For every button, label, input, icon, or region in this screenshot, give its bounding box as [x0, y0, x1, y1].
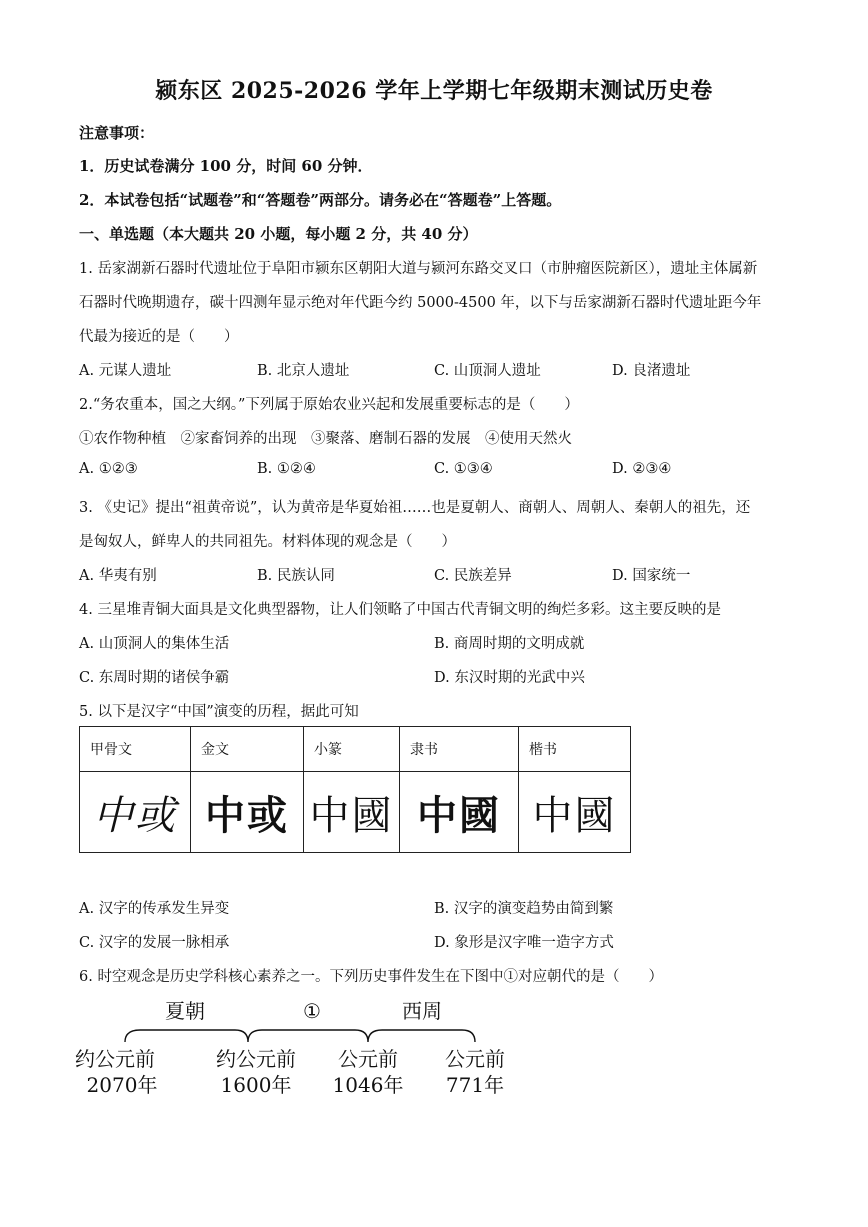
q5-option-c: C. 汉字的发展一脉相承: [79, 935, 230, 951]
q3-option-a: A. 华夷有别: [79, 568, 157, 584]
header-bronze: 金文: [191, 727, 304, 772]
header-regular: 楷书: [519, 727, 631, 772]
q5-option-b: B. 汉字的演变趋势由简到繁: [434, 901, 614, 917]
glyph-clerical: 中國: [400, 772, 519, 853]
q2-text-1: 2.“务农重本，国之大纲。”下列属于原始农业兴起和发展重要标志的是（ ）: [79, 397, 579, 413]
q2-option-d: D. ②③④: [612, 461, 672, 477]
timeline-brackets: [125, 1030, 475, 1042]
glyph-bronze: 中或: [191, 772, 304, 853]
script-evolution-table: [79, 726, 631, 853]
q3-text-2: 是匈奴人，鲜卑人的共同祖先。材料体现的观念是（ ）: [79, 534, 456, 550]
timeline-date-1-top: 约公元前: [75, 1047, 155, 1071]
q2-option-c: C. ①③④: [434, 461, 493, 477]
timeline-label-xia: 夏朝: [165, 999, 205, 1023]
q3-option-b: B. 民族认同: [257, 568, 335, 584]
q1-option-b: B. 北京人遗址: [257, 363, 350, 379]
exam-title: 颍东区 2025-2026 学年上学期七年级期末测试历史卷: [155, 78, 713, 104]
section-heading: 一、单选题（本大题共 20 小题，每小题 2 分，共 40 分）: [79, 225, 478, 243]
q2-option-a: A. ①②③: [79, 461, 138, 477]
timeline-date-2-bottom: 1600年: [220, 1073, 292, 1097]
timeline-date-1-bottom: 2070年: [86, 1073, 158, 1097]
q1-text-3: 代最为接近的是（ ）: [79, 329, 239, 345]
q2-option-b: B. ①②④: [257, 461, 316, 477]
q5-option-a: A. 汉字的传承发生异变: [79, 901, 230, 917]
header-clerical: 隶书: [400, 727, 519, 772]
q1-option-c: C. 山顶洞人遗址: [434, 363, 541, 379]
q1-text-1: 1. 岳家湖新石器时代遗址位于阜阳市颍东区朝阳大道与颍河东路交叉口（市肿瘤医院新区），遗址主体属新: [79, 261, 758, 277]
timeline-date-3-top: 公元前: [338, 1047, 398, 1071]
timeline-date-4-top: 公元前: [445, 1047, 505, 1071]
glyph-oracle-bone: 中或: [80, 772, 191, 853]
q5-text-1: 5. 以下是汉字“中国”演变的历程，据此可知: [79, 704, 359, 720]
q4-option-b: B. 商周时期的文明成就: [434, 636, 585, 652]
q4-option-d: D. 东汉时期的光武中兴: [434, 670, 585, 686]
q4-text-1: 4. 三星堆青铜大面具是文化典型器物，让人们领略了中国古代青铜文明的绚烂多彩。这主要反映的是: [79, 602, 721, 618]
q1-text-2: 石器时代晚期遗存，碳十四测年显示绝对年代距今约 5000-4500 年，以下与岳家湖新石器时代遗址距今年: [79, 295, 762, 311]
glyph-regular: 中國: [519, 772, 631, 853]
q3-option-d: D. 国家统一: [612, 568, 691, 584]
q6-text-1: 6. 时空观念是历史学科核心素养之一。下列历史事件发生在下图中①对应朝代的是（ ）: [79, 969, 663, 985]
header-small-seal: 小篆: [304, 727, 400, 772]
timeline-label-western-zhou: 西周: [402, 999, 442, 1023]
timeline-date-2-top: 约公元前: [216, 1047, 296, 1071]
timeline-label-circle-1: ①: [303, 999, 321, 1023]
q1-option-a: A. 元谋人遗址: [79, 363, 172, 379]
q1-option-d: D. 良渚遗址: [612, 363, 691, 379]
header-oracle-bone: 甲骨文: [80, 727, 191, 772]
note-1: 1．历史试卷满分 100 分，时间 60 分钟．: [79, 157, 373, 175]
note-2: 2．本试卷包括“试题卷”和“答题卷”两部分。请务必在“答题卷”上答题。: [79, 191, 562, 209]
notes-heading: 注意事项：: [79, 124, 155, 142]
timeline-date-3-bottom: 1046年: [332, 1073, 404, 1097]
dynasty-timeline: [70, 990, 530, 1100]
glyph-small-seal: 中國: [304, 772, 400, 853]
q2-text-2: ①农作物种植 ②家畜饲养的出现 ③聚落、磨制石器的发展 ④使用天然火: [79, 431, 572, 447]
q4-option-a: A. 山顶洞人的集体生活: [79, 636, 230, 652]
q4-option-c: C. 东周时期的诸侯争霸: [79, 670, 230, 686]
timeline-date-4-bottom: 771年: [445, 1073, 505, 1097]
q3-text-1: 3. 《史记》提出“祖黄帝说”，认为黄帝是华夏始祖……也是夏朝人、商朝人、周朝人、秦朝人的祖先，还: [79, 500, 751, 516]
q5-option-d: D. 象形是汉字唯一造字方式: [434, 935, 614, 951]
q3-option-c: C. 民族差异: [434, 568, 512, 584]
